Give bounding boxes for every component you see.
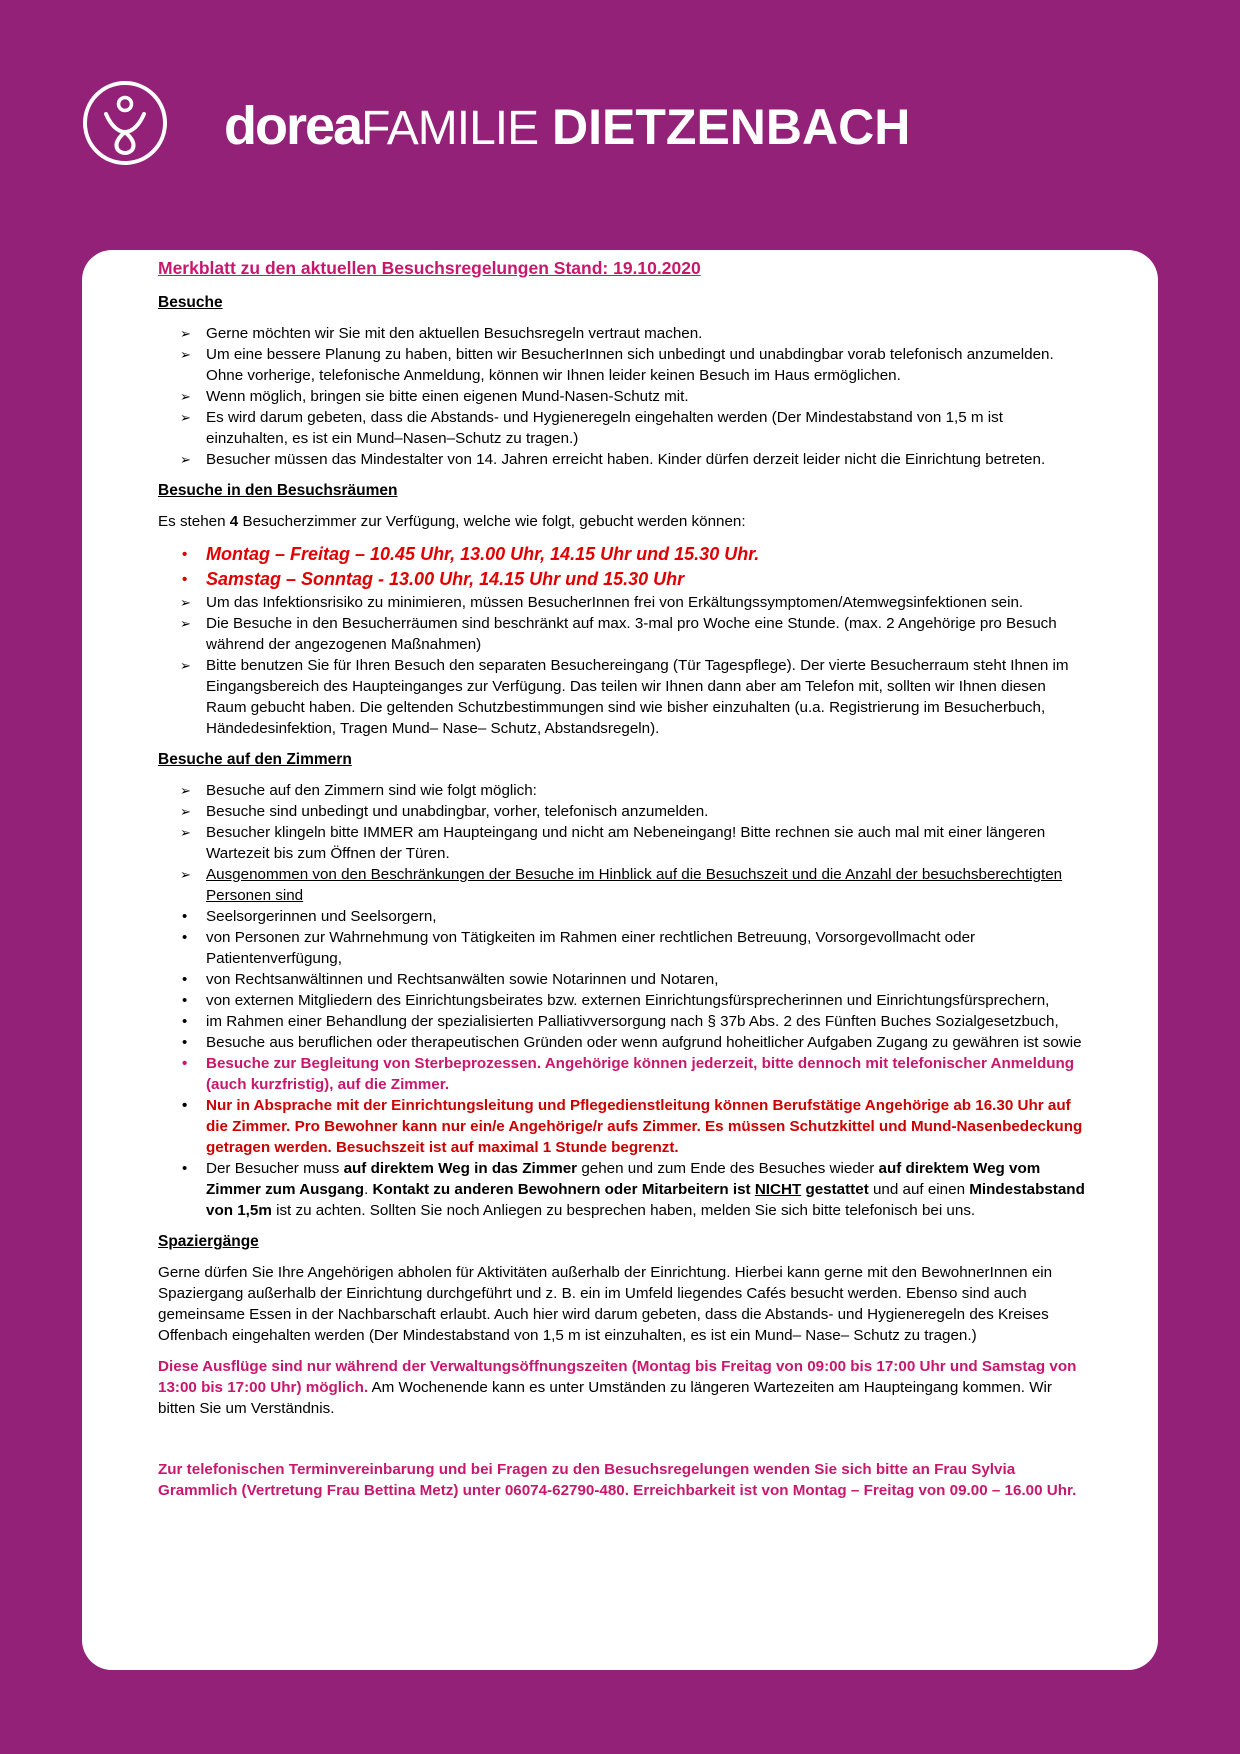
- section-heading-besuchsraeume: Besuche in den Besuchsräumen: [158, 482, 398, 499]
- dot-bullet-icon: •: [182, 908, 188, 925]
- arrow-bullet-icon: ➢: [180, 783, 191, 798]
- list-item: • von Rechtsanwältinnen und Rechtsanwälten sowie Notarinnen und Notaren,: [182, 971, 719, 988]
- arrow-bullet-icon: ➢: [180, 410, 191, 425]
- spaziergaenge-paragraph: Gerne dürfen Sie Ihre Angehörigen abholen für Aktivitäten außerhalb der Einrichtung. Hierbei kann gerne mit den BewohnerInnen ein Spaziergang außerhalb der Einrichtung durchgeführt und z. B. ein im Umfeld liegendes Cafés besucht werden. Ebenso sind auch gemeinsame Essen in der Nachbarschaft erlaubt. Auch hier wird darum gebeten, dass die Abstands- und Hygieneregeln des Kreises Offenbach eingehalten werden (Der Mindestabstand von 1,5 m ist einzuhalten, es ist ein Mund– Nase– Schutz zu tragen.): [158, 1264, 1053, 1344]
- besuchsraeume-intro: Es stehen 4 Besucherzimmer zur Verfügung, welche wie folgt, gebucht werden können:: [158, 513, 746, 530]
- arrow-bullet-icon: ➢: [180, 616, 191, 631]
- arrow-bullet-icon: ➢: [180, 867, 191, 882]
- list-item: • von Personen zur Wahrnehmung von Tätigkeiten im Rahmen einer rechtlichen Betreuung, Vorsorgevollmacht oder Patientenverfügung,: [182, 929, 976, 967]
- list-item: ➢ Um eine bessere Planung zu haben, bitten wir BesucherInnen sich unbedingt und unabdingbar vorab telefonisch anzumelden. Ohne vorherige, telefonische Anmeldung, können wir Ihnen leider keinen Besuch im Haus ermöglichen.: [180, 346, 1054, 384]
- ausfluege-paragraph: Diese Ausflüge sind nur während der Verwaltungsöffnungszeiten (Montag bis Freitag von 09:00 bis 17:00 Uhr und Samstag von 13:00 bis 17:00 Uhr) möglich. Am Wochenende kann es unter Umständen zu längeren Wartezeiten am Haupteingang kommen. Wir bitten Sie um Verständnis.: [158, 1358, 1077, 1417]
- document-title: Merkblatt zu den aktuellen Besuchsregelungen Stand: 19.10.2020: [158, 258, 701, 278]
- brand-part1: dorea: [224, 96, 362, 156]
- list-item-berufstaetige: • Nur in Absprache mit der Einrichtungsleitung und Pflegedienstleitung können Berufstätige Angehörige ab 16.30 Uhr auf die Zimmer. Pro Bewohner kann nur ein/e Angehörige/r aufs Zimmer. Es müssen Schutzkittel und Mund-Nasenbedeckung getragen werden. Besuchszeit ist auf maximal 1 Stunde begrenzt.: [182, 1097, 1083, 1156]
- list-item: ➢ Wenn möglich, bringen sie bitte einen eigenen Mund-Nasen-Schutz mit.: [180, 388, 689, 405]
- section-heading-besuche: Besuche: [158, 294, 223, 311]
- list-item: ➢ Besucher klingeln bitte IMMER am Haupteingang und nicht am Nebeneingang! Bitte rechnen sie auch mal mit einer längeren Wartezeit bis zum Öffnen der Türen.: [180, 824, 1046, 862]
- list-item: ➢ Die Besuche in den Besucherräumen sind beschränkt auf max. 3-mal pro Woche eine Stunde. (max. 2 Angehörige pro Besuch während der angezogenen Maßnahmen): [180, 615, 1057, 653]
- dot-bullet-icon: •: [182, 929, 188, 946]
- dot-bullet-icon: •: [182, 971, 188, 988]
- dot-bullet-icon: •: [182, 1097, 188, 1114]
- list-item-sterbeprozesse: • Besuche zur Begleitung von Sterbeprozessen. Angehörige können jederzeit, bitte dennoch mit telefonischer Anmeldung (auch kurzfristig), auf die Zimmer.: [182, 1055, 1075, 1093]
- brand-part2: FAMILIE: [361, 102, 539, 155]
- list-item: ➢ Bitte benutzen Sie für Ihren Besuch den separaten Besuchereingang (Tür Tagespflege). Der vierte Besucherraum steht Ihnen im Eingangsbereich des Haupteinganges zur Verfügung. Das teilen wir Ihnen dann aber am Telefon mit, sollten wir Ihnen diesen Raum gebucht haben. Die geltenden Schutzbestimmungen sind wie bisher einzuhalten (u.a. Registrierung im Besucherbuch, Händedesinfektion, Tragen Mund– Nase– Schutz, Abstandsregeln).: [180, 657, 1069, 737]
- list-item: ➢ Besucher müssen das Mindestalter von 14. Jahren erreicht haben. Kinder dürfen derzeit leider nicht die Einrichtung betreten.: [180, 451, 1046, 468]
- visiting-time-weekdays: • Montag – Freitag – 10.45 Uhr, 13.00 Uhr, 14.15 Uhr und 15.30 Uhr.: [158, 542, 1088, 567]
- section-heading-zimmer: Besuche auf den Zimmern: [158, 751, 352, 768]
- list-item: ➢ Es wird darum gebeten, dass die Abstands- und Hygieneregeln eingehalten werden (Der Mindestabstand von 1,5 m ist einzuhalten, es ist ein Mund–Nasen–Schutz zu tragen.): [180, 409, 1003, 447]
- dot-bullet-icon: •: [182, 1160, 188, 1177]
- besuchsraeume-list: [158, 592, 1088, 739]
- section-heading-spaziergaenge: Spaziergänge: [158, 1233, 259, 1250]
- arrow-bullet-icon: ➢: [180, 347, 191, 362]
- list-item: • Besuche aus beruflichen oder therapeutischen Gründen oder wenn aufgrund hoheitlicher Aufgaben Zugang zu gewähren ist sowie: [182, 1034, 1082, 1051]
- contact-info: Zur telefonischen Terminvereinbarung und bei Fragen zu den Besuchsregelungen wenden Sie sich bitte an Frau Sylvia Grammlich (Vertretung Frau Bettina Metz) unter 06074-62790-480. Erreichbarkeit ist von Montag – Freitag von 09.00 – 16.00 Uhr.: [158, 1461, 1077, 1499]
- dot-bullet-icon: •: [182, 1013, 188, 1030]
- list-item-direkter-weg: • Der Besucher muss auf direktem Weg in das Zimmer gehen und zum Ende des Besuches wieder auf direktem Weg vom Zimmer zum Ausgang. Kontakt zu anderen Bewohnern oder Mitarbeitern ist NICHT gestattet und auf einen Mindestabstand von 1,5m ist zu achten. Sollten Sie noch Anliegen zu besprechen haben, melden Sie sich bitte telefonisch bei uns.: [182, 1160, 1085, 1219]
- document-content: [158, 256, 1088, 1511]
- list-item: ➢ Ausgenommen von den Beschränkungen der Besuche im Hinblick auf die Besuchszeit und die Anzahl der besuchsberechtigten Personen sind: [180, 866, 1063, 904]
- dot-bullet-icon: •: [182, 546, 188, 563]
- dorea-person-circle-logo-icon: [82, 80, 168, 166]
- arrow-bullet-icon: ➢: [180, 452, 191, 467]
- list-item: ➢ Besuche auf den Zimmern sind wie folgt möglich:: [180, 782, 537, 799]
- dot-bullet-icon: •: [182, 1034, 188, 1051]
- zimmer-list: [158, 780, 1088, 1221]
- visiting-times-list: [158, 542, 1088, 592]
- list-item: • im Rahmen einer Behandlung der spezialisierten Palliativversorgung nach § 37b Abs. 2 des Fünften Buches Sozialgesetzbuch,: [182, 1013, 1059, 1030]
- dot-bullet-icon: •: [182, 1055, 188, 1072]
- brand-name: [224, 96, 910, 159]
- arrow-bullet-icon: ➢: [180, 389, 191, 404]
- arrow-bullet-icon: ➢: [180, 825, 191, 840]
- dot-bullet-icon: •: [182, 571, 188, 588]
- list-item: • Seelsorgerinnen und Seelsorgern,: [182, 908, 437, 925]
- besuche-list: [158, 323, 1088, 470]
- arrow-bullet-icon: ➢: [180, 658, 191, 673]
- visiting-time-weekend: • Samstag – Sonntag - 13.00 Uhr, 14.15 Uhr und 15.30 Uhr: [158, 567, 1088, 592]
- list-item: ➢ Besuche sind unbedingt und unabdingbar, vorher, telefonisch anzumelden.: [180, 803, 709, 820]
- arrow-bullet-icon: ➢: [180, 326, 191, 341]
- list-item: ➢ Gerne möchten wir Sie mit den aktuellen Besuchsregeln vertraut machen.: [180, 325, 703, 342]
- dot-bullet-icon: •: [182, 992, 188, 1009]
- document-card: [82, 250, 1158, 1670]
- list-item: ➢ Um das Infektionsrisiko zu minimieren, müssen BesucherInnen frei von Erkältungssymptomen/Atemwegsinfektionen sein.: [180, 594, 1024, 611]
- header: [82, 80, 1182, 170]
- brand-part3: DIETZENBACH: [538, 99, 911, 155]
- arrow-bullet-icon: ➢: [180, 804, 191, 819]
- list-item: • von externen Mitgliedern des Einrichtungsbeirates bzw. externen Einrichtungsfürsprecherinnen und Einrichtungsfürsprechern,: [182, 992, 1050, 1009]
- arrow-bullet-icon: ➢: [180, 595, 191, 610]
